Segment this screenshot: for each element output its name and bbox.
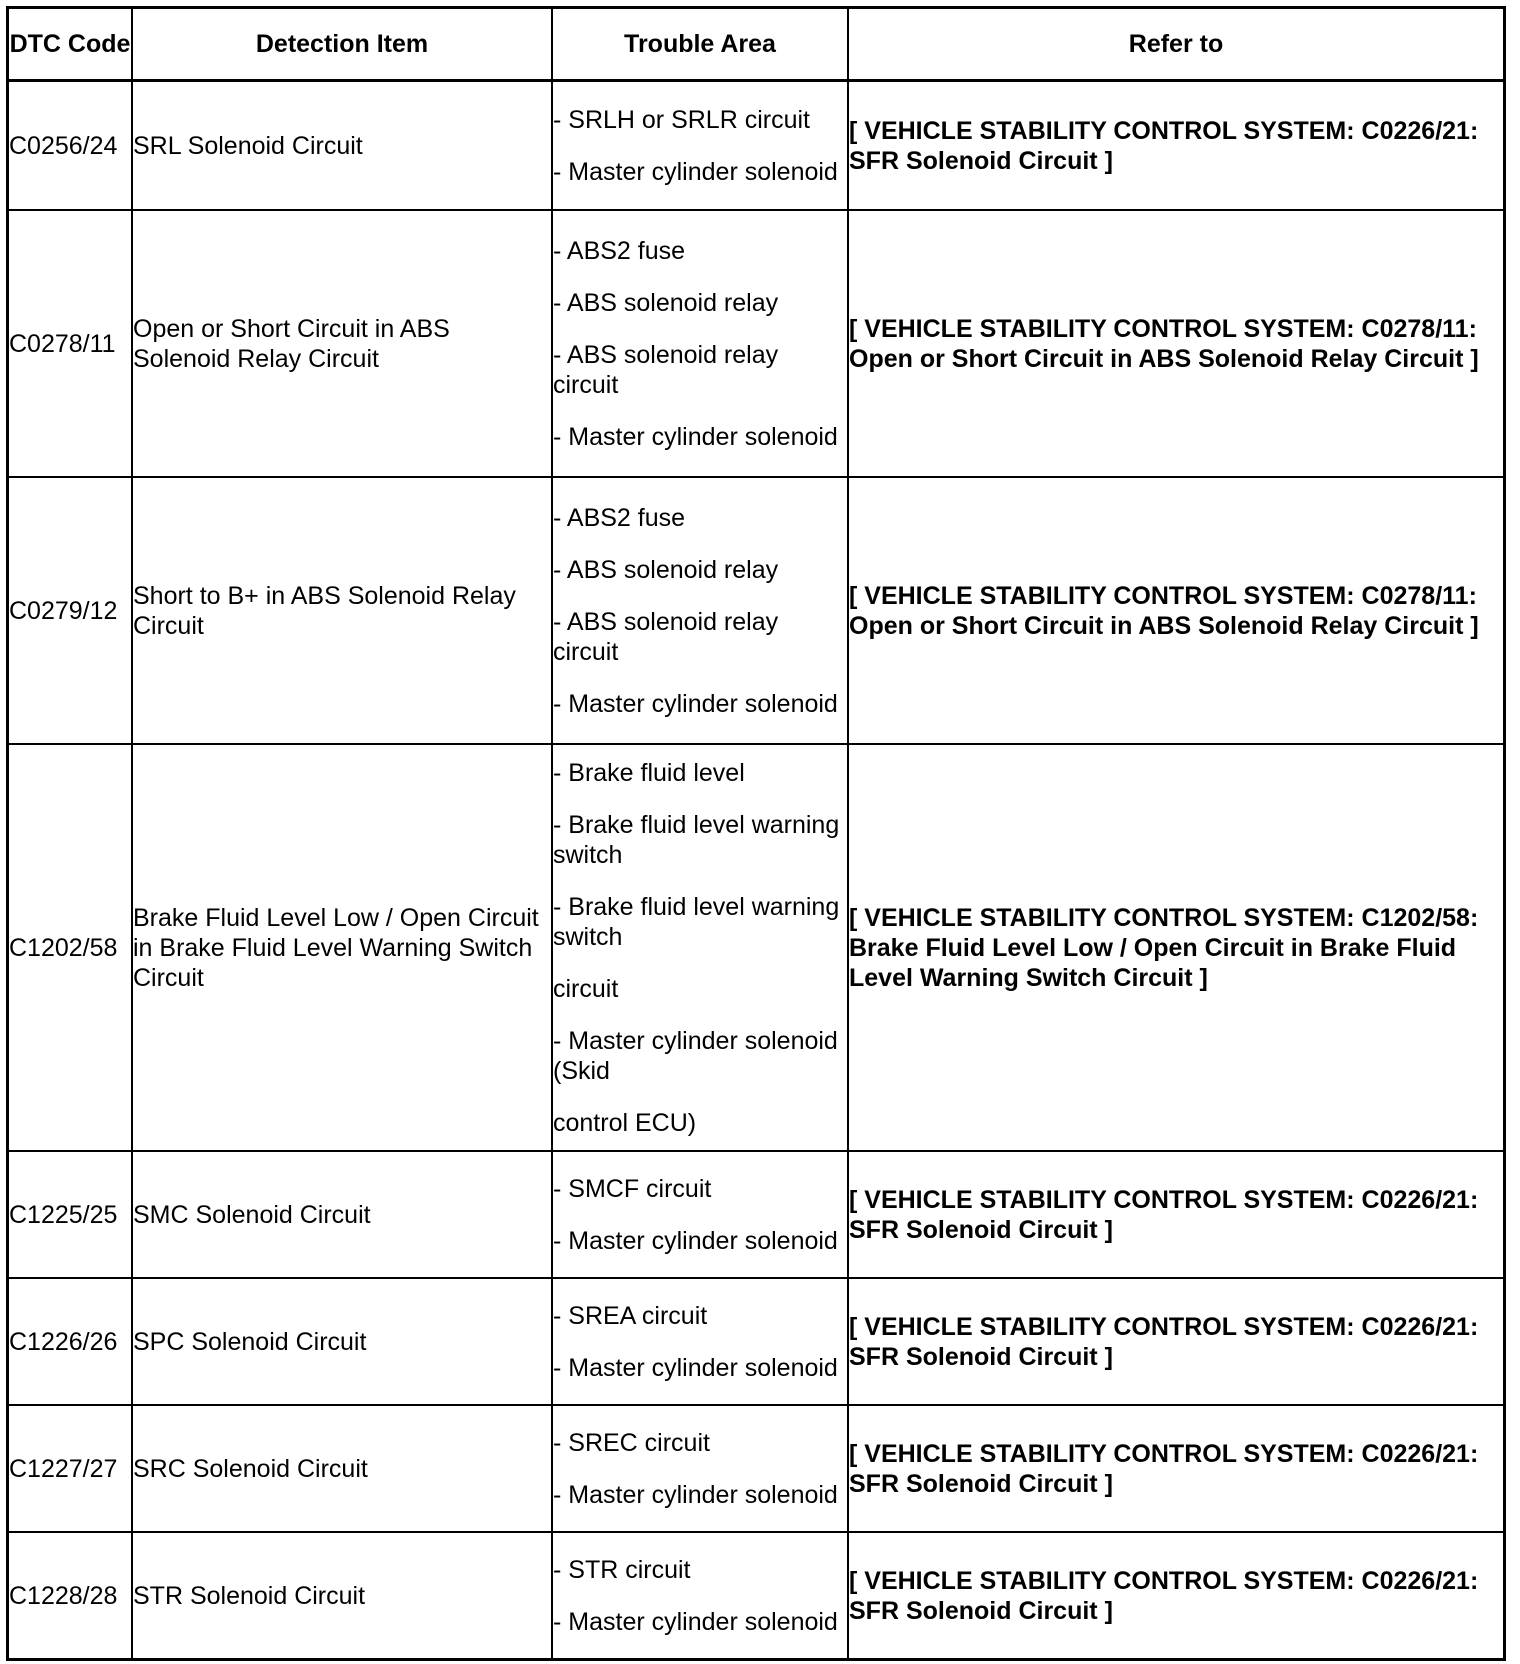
trouble-area-item: - ABS2 fuse: [553, 236, 686, 265]
table-row: [8, 1532, 1505, 1660]
trouble-area-item: - SRLH or SRLR circuit: [553, 105, 810, 134]
trouble-area-item: - ABS solenoid relay: [553, 555, 779, 584]
refer-to-link[interactable]: [ VEHICLE STABILITY CONTROL SYSTEM: C0278/11: Open or Short Circuit in ABS Solenoid Relay Circuit ]: [848, 210, 1505, 477]
detection-item: Open or Short Circuit in ABS Solenoid Relay Circuit: [132, 210, 552, 477]
detection-item: SRC Solenoid Circuit: [132, 1405, 552, 1532]
refer-to-link[interactable]: [ VEHICLE STABILITY CONTROL SYSTEM: C0226/21: SFR Solenoid Circuit ]: [848, 1532, 1505, 1660]
dtc-code: C1202/58: [8, 744, 133, 1151]
trouble-area-item: - Master cylinder solenoid: [553, 1226, 838, 1255]
table-row: [8, 1151, 1505, 1278]
detection-item: STR Solenoid Circuit: [132, 1532, 552, 1660]
table-row: [8, 81, 1505, 211]
trouble-area-item: - STR circuit: [553, 1555, 691, 1584]
refer-to-link[interactable]: [ VEHICLE STABILITY CONTROL SYSTEM: C1202/58: Brake Fluid Level Low / Open Circuit in Brake Fluid Level Warning Switch Circuit ]: [848, 744, 1505, 1151]
dtc-code: C1226/26: [8, 1278, 133, 1405]
trouble-area-item: - ABS solenoid relay circuit: [553, 607, 779, 666]
table-row: [8, 477, 1505, 744]
refer-to-link[interactable]: [ VEHICLE STABILITY CONTROL SYSTEM: C0226/21: SFR Solenoid Circuit ]: [848, 1151, 1505, 1278]
trouble-area-item: - SREA circuit: [553, 1301, 708, 1330]
trouble-area-item: - Master cylinder solenoid: [553, 689, 838, 718]
refer-to-link[interactable]: [ VEHICLE STABILITY CONTROL SYSTEM: C0226/21: SFR Solenoid Circuit ]: [848, 81, 1505, 211]
dtc-code: C0256/24: [8, 81, 133, 211]
trouble-area: [552, 1278, 848, 1405]
detection-item: SMC Solenoid Circuit: [132, 1151, 552, 1278]
header-dtc-code: DTC Code: [8, 8, 133, 81]
trouble-area: [552, 477, 848, 744]
table-row: [8, 1405, 1505, 1532]
dtc-code: C0279/12: [8, 477, 133, 744]
trouble-area-item: control ECU): [553, 1108, 697, 1137]
dtc-code: C0278/11: [8, 210, 133, 477]
refer-to-link[interactable]: [ VEHICLE STABILITY CONTROL SYSTEM: C0226/21: SFR Solenoid Circuit ]: [848, 1405, 1505, 1532]
trouble-area-item: - ABS2 fuse: [553, 503, 686, 532]
detection-item: Short to B+ in ABS Solenoid Relay Circuit: [132, 477, 552, 744]
trouble-area-item: - Brake fluid level warning switch: [553, 810, 840, 869]
trouble-area-item: - SMCF circuit: [553, 1174, 712, 1203]
trouble-area: [552, 1151, 848, 1278]
refer-to-link[interactable]: [ VEHICLE STABILITY CONTROL SYSTEM: C0226/21: SFR Solenoid Circuit ]: [848, 1278, 1505, 1405]
header-detection-item: Detection Item: [132, 8, 552, 81]
trouble-area-item: - Master cylinder solenoid: [553, 1353, 838, 1382]
detection-item: SRL Solenoid Circuit: [132, 81, 552, 211]
refer-to-link[interactable]: [ VEHICLE STABILITY CONTROL SYSTEM: C0278/11: Open or Short Circuit in ABS Solenoid Relay Circuit ]: [848, 477, 1505, 744]
trouble-area-item: - SREC circuit: [553, 1428, 710, 1457]
trouble-area-item: - Master cylinder solenoid: [553, 157, 838, 186]
detection-item: SPC Solenoid Circuit: [132, 1278, 552, 1405]
trouble-area: [552, 744, 848, 1151]
trouble-area: [552, 81, 848, 211]
detection-item: Brake Fluid Level Low / Open Circuit in Brake Fluid Level Warning Switch Circuit: [132, 744, 552, 1151]
dtc-code: C1228/28: [8, 1532, 133, 1660]
trouble-area-item: - Brake fluid level warning switch: [553, 892, 840, 951]
trouble-area-item: - Master cylinder solenoid: [553, 1607, 838, 1636]
dtc-table: [6, 6, 1506, 1661]
dtc-code: C1227/27: [8, 1405, 133, 1532]
dtc-code: C1225/25: [8, 1151, 133, 1278]
header-row: [8, 8, 1505, 81]
trouble-area-item: - Master cylinder solenoid: [553, 422, 838, 451]
table-row: [8, 1278, 1505, 1405]
trouble-area-item: circuit: [553, 974, 619, 1003]
header-trouble-area: Trouble Area: [552, 8, 848, 81]
trouble-area: [552, 1532, 848, 1660]
table-row: [8, 210, 1505, 477]
trouble-area-item: - Master cylinder solenoid: [553, 1480, 838, 1509]
trouble-area-item: - Master cylinder solenoid (Skid: [553, 1026, 838, 1085]
trouble-area: [552, 1405, 848, 1532]
trouble-area-item: - ABS solenoid relay: [553, 288, 779, 317]
trouble-area-item: - ABS solenoid relay circuit: [553, 340, 779, 399]
table-row: [8, 744, 1505, 1151]
trouble-area-item: - Brake fluid level: [553, 758, 745, 787]
header-refer-to: Refer to: [848, 8, 1505, 81]
trouble-area: [552, 210, 848, 477]
